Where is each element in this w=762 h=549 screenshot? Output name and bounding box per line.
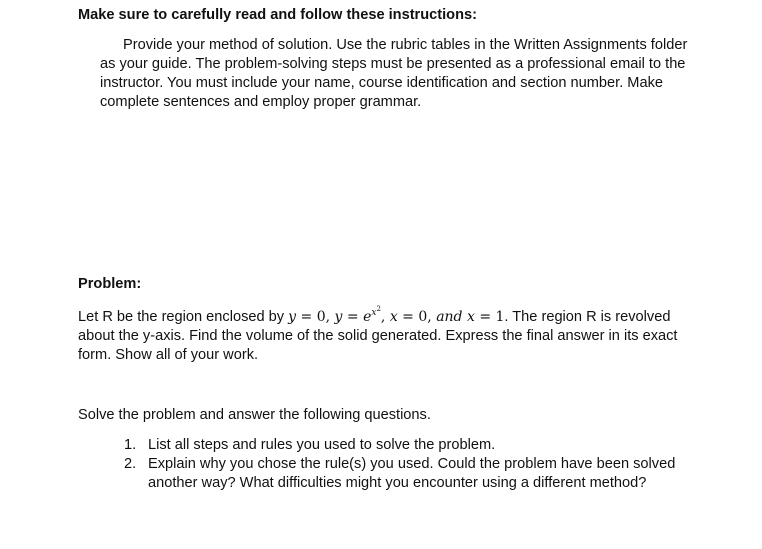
problem-text-after: . The region R is revolved about the y-axis. Find the volume of the solid generated. Express the final answer in its exact form. Show all of your work. <box>78 309 678 363</box>
list-item <box>124 455 684 493</box>
problem-statement <box>78 305 698 365</box>
problem-text-before: Let R be the region enclosed by <box>78 309 289 325</box>
instructions-heading: Make sure to carefully read and follow these instructions: <box>78 7 477 23</box>
instructions-paragraph: Provide your method of solution. Use the rubric tables in the Written Assignments folder as your guide. The problem-solving steps must be presented as a professional email to the instructor. You must include your name, course identification and section number. Make complete sentences and employ proper grammar. <box>100 37 688 110</box>
list-item-text: Explain why you chose the rule(s) you used. Could the problem have been solved another way? What difficulties might you encounter using a different method? <box>148 456 676 491</box>
problem-equations: y = 0, $y = e^{x^2}$, x = 0, and x = 1 <box>288 305 505 325</box>
list-item-text: List all steps and rules you used to solve the problem. <box>148 437 496 453</box>
solve-intro: Solve the problem and answer the following questions. <box>78 407 431 423</box>
list-item-number: 2. <box>124 456 137 472</box>
list-item <box>124 436 684 455</box>
problem-heading: Problem: <box>78 276 142 292</box>
questions-list <box>124 436 684 493</box>
list-item-number: 1. <box>124 437 137 453</box>
